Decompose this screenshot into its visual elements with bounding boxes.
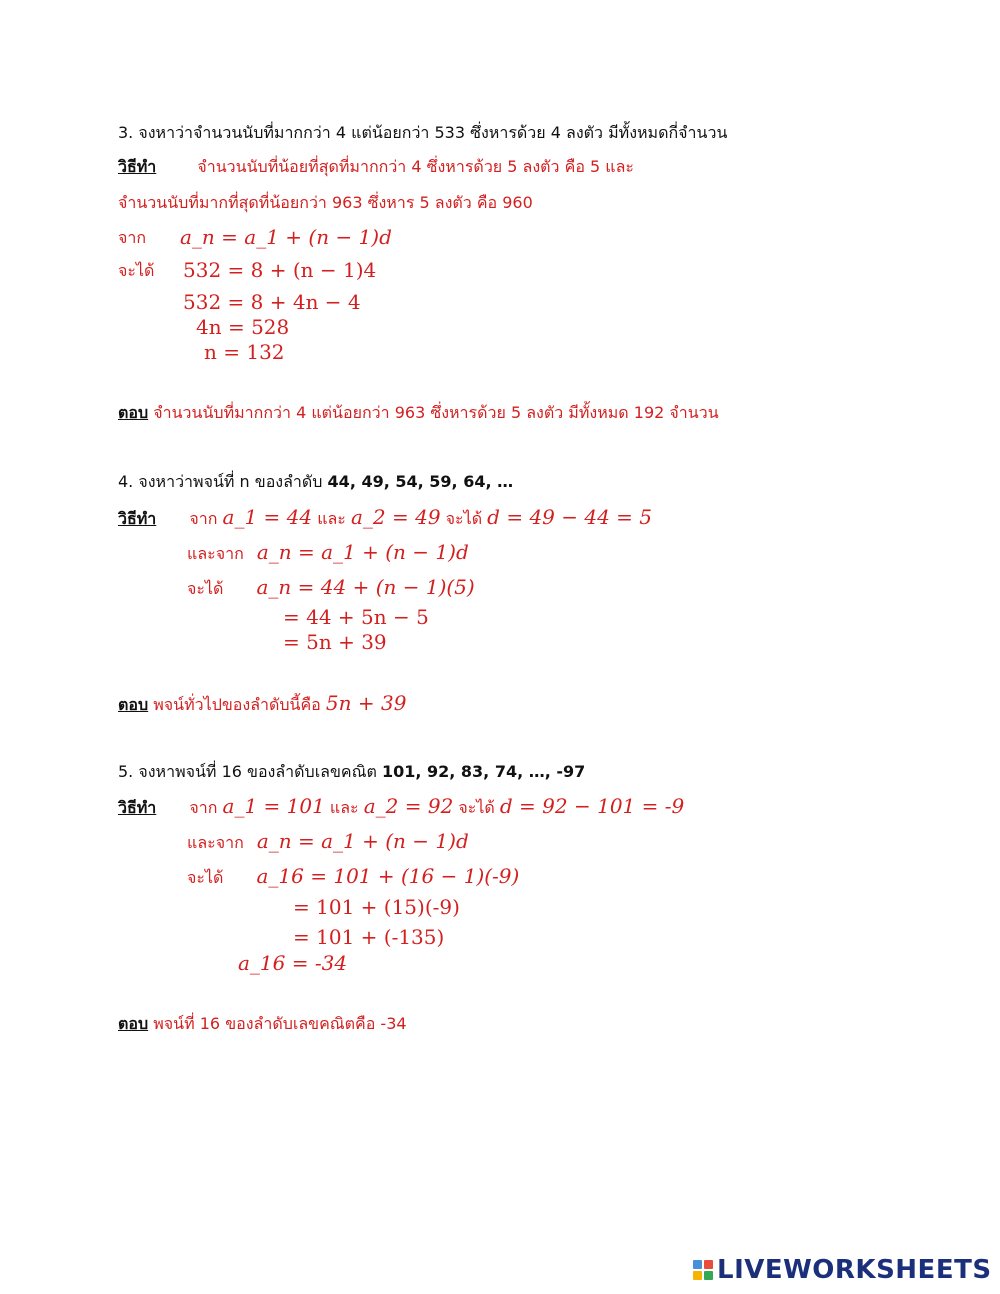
logo-square-green [704, 1271, 713, 1280]
problem3-method-label: วิธีทำ [118, 157, 157, 176]
problem3-answer: จำนวนนับที่มากกว่า 4 แต่น้อยกว่า 963 ซึ่งหารด้วย 5 ลงตัว มีทั้งหมด 192 จำนวน [153, 403, 719, 422]
problem3-answer-row [118, 404, 719, 422]
problem5-sequence: 101, 92, 83, 74, …, -97 [381, 762, 586, 781]
problem4-and-label: และ [317, 509, 346, 528]
problem4-formula-row [187, 541, 469, 563]
logo-square-blue [693, 1260, 702, 1269]
problem3-step1: 532 = 8 + (n − 1)4 [183, 258, 377, 282]
problem5-step2: = 101 + (15)(-9) [293, 895, 460, 919]
problem4-answer-label: ตอบ [118, 695, 149, 714]
problem3-line2: จำนวนนับที่มากที่สุดที่น้อยกว่า 963 ซึ่งหาร 5 ลงตัว คือ 960 [118, 193, 533, 212]
problem5-a1-eq: a_1 = 101 [222, 794, 325, 818]
problem3-get-label: จะได้ [118, 261, 155, 280]
logo-squares-icon [693, 1260, 713, 1280]
problem4-answer-row [118, 692, 406, 714]
problem5-formula: a_n = a_1 + (n − 1)d [256, 829, 469, 853]
problem5-get-label: จะได้ [458, 798, 495, 817]
problem4-method-label: วิธีทำ [118, 509, 157, 528]
liveworksheets-logo [693, 1255, 992, 1285]
problem3-step4: n = 132 [204, 340, 285, 364]
problem5-d-eq: d = 92 − 101 = -9 [499, 794, 685, 818]
problem3-formula: a_n = a_1 + (n − 1)d [180, 225, 392, 249]
problem5-and-from-label: และจาก [187, 833, 244, 852]
problem5-answer-label: ตอบ [118, 1014, 149, 1033]
problem5-step1: a_16 = 101 + (16 − 1)(-9) [256, 864, 520, 888]
problem4-from-label: จาก [189, 509, 218, 528]
problem5-and-label: และ [329, 798, 359, 817]
problem5-answer: พจน์ที่ 16 ของลำดับเลขคณิตคือ -34 [153, 1014, 407, 1033]
problem5-a2-eq: a_2 = 92 [363, 794, 454, 818]
problem4-and-from-label: และจาก [187, 544, 244, 563]
problem5-get-label2: จะได้ [187, 868, 224, 887]
problem5-step3: = 101 + (-135) [293, 925, 445, 949]
problem5-step1-row [187, 865, 519, 887]
logo-text: LIVEWORKSHEETS [717, 1255, 992, 1285]
problem3-answer-label: ตอบ [118, 403, 149, 422]
problem5-from-label: จาก [189, 798, 218, 817]
problem4-a1-eq: a_1 = 44 [222, 505, 313, 529]
problem5-answer-row [118, 1015, 407, 1033]
problem4-answer-text: พจน์ทั่วไปของลำดับนี้คือ [153, 695, 321, 714]
problem4-get-label: จะได้ [445, 509, 483, 528]
problem3-step2: 532 = 8 + 4n − 4 [183, 290, 361, 314]
problem4-method-row [118, 506, 652, 528]
problem3-method-row [118, 158, 634, 176]
logo-square-red [704, 1260, 713, 1269]
problem4-step3: = 5n + 39 [283, 630, 387, 654]
problem3-line1: จำนวนนับที่น้อยที่สุดที่มากกว่า 4 ซึ่งหารด้วย 5 ลงตัว คือ 5 และ [197, 157, 634, 176]
problem5-question [118, 763, 585, 781]
problem4-answer-math: 5n + 39 [325, 691, 407, 715]
problem3-from-label: จาก [118, 228, 147, 247]
problem4-question [118, 473, 513, 491]
problem4-get-label2: จะได้ [187, 579, 224, 598]
problem4-formula: a_n = a_1 + (n − 1)d [256, 540, 469, 564]
problem4-step1: a_n = 44 + (n − 1)(5) [256, 575, 475, 599]
problem4-sequence: 44, 49, 54, 59, 64, … [327, 472, 514, 491]
problem5-method-row [118, 795, 684, 817]
problem5-formula-row [187, 830, 469, 852]
problem4-step2: = 44 + 5n − 5 [283, 605, 429, 629]
problem4-d-eq: d = 49 − 44 = 5 [487, 505, 653, 529]
problem4-step1-row [187, 576, 475, 598]
problem4-a2-eq: a_2 = 49 [351, 505, 441, 529]
problem5-question-prefix: 5. จงหาพจน์ที่ 16 ของลำดับเลขคณิต [118, 762, 377, 781]
problem3-question: 3. จงหาว่าจำนวนนับที่มากกว่า 4 แต่น้อยกว่า 533 ซึ่งหารด้วย 4 ลงตัว มีทั้งหมดกี่จำนวน [118, 123, 728, 142]
problem5-method-label: วิธีทำ [118, 798, 157, 817]
problem5-step4: a_16 = -34 [238, 951, 348, 975]
logo-square-yellow [693, 1271, 702, 1280]
problem3-step3: 4n = 528 [196, 315, 290, 339]
problem4-question-prefix: 4. จงหาว่าพจน์ที่ n ของลำดับ [118, 472, 323, 491]
